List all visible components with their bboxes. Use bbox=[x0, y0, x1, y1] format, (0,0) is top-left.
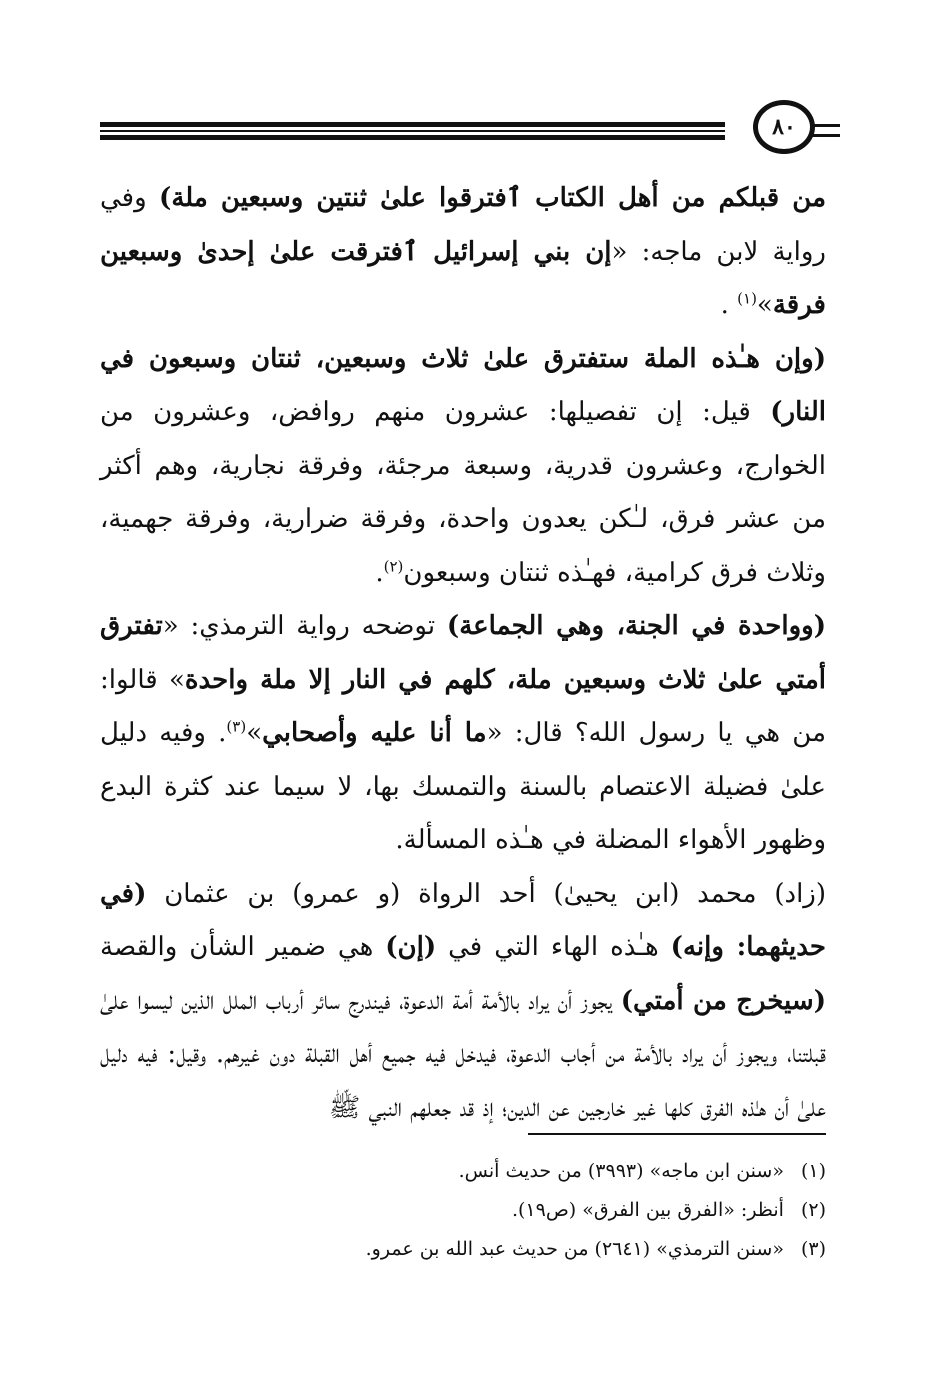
header-rule bbox=[100, 135, 725, 140]
footnote-ref: (١) bbox=[737, 289, 757, 308]
bold-text: (إن) bbox=[385, 932, 437, 962]
footnote-number: (٣) bbox=[800, 1238, 826, 1260]
page-number-text: ٨٠ bbox=[772, 114, 796, 140]
footnote bbox=[100, 1152, 826, 1191]
page-number bbox=[753, 100, 815, 154]
main-text bbox=[100, 172, 826, 1135]
footnote-ref: (٢) bbox=[383, 556, 404, 575]
footnote-number: (٢) bbox=[800, 1199, 826, 1221]
bold-text: من قبلكم من أهل الكتاب ٱفترقوا علىٰ ثنتين وسبعين ملة) bbox=[159, 183, 827, 213]
text-segment: (زاد) محمد (ابن يحيىٰ) أحد الرواة (و عمرو) بن عثمان bbox=[146, 878, 826, 909]
bold-text: (وإن هـٰذه الملة ستفترق علىٰ ثلاث وسبعين، ثنتان وسبعون في النار) bbox=[100, 343, 826, 427]
text-segment: » bbox=[246, 718, 263, 748]
text-segment: . bbox=[720, 290, 738, 320]
paragraph bbox=[100, 333, 826, 601]
bold-text: تفترق أمتي علىٰ ثلاث وسبعين ملة، كلهم في النار إلا ملة واحدة bbox=[100, 611, 826, 695]
text-segment: . وفيه دليل علىٰ فضيلة الاعتصام بالسنة والتمسك بها، لا سيما عند كثرة البدع وظهور الأهواء المضلة في هـٰذه المسألة. bbox=[100, 718, 826, 855]
text-segment: . bbox=[375, 557, 384, 588]
header-rule bbox=[100, 130, 725, 132]
footnote-ref: (٣) bbox=[226, 717, 247, 736]
footnote-text: «سنن ابن ماجه» (٣٩٩٣) من حديث أنس. bbox=[458, 1160, 784, 1182]
text-segment: » قالوا: من هي يا رسول الله؟ قال: « bbox=[100, 664, 826, 748]
text-segment: » bbox=[756, 290, 773, 320]
bold-text: (سيخرج من أمتي) bbox=[620, 985, 826, 1016]
footnote-separator bbox=[528, 1133, 826, 1135]
text-segment: يجوز أن يراد بالأمة أمة الدعوة، فيندرج سائر أرباب الملل الذين ليسوا علىٰ قبلتنا، ويجوز أن يراد بالأمة من أجاب الدعوة، فيدخل فيه جميع أهل القبلة دون غيرهم. وقيل: فيه دليل علىٰ أن هـٰذه الفرق كلها غير خارجين عن الدين؛ إذ قد جعلهم النبي ﷺ bbox=[100, 985, 826, 1123]
bold-text: ما أنا عليه وأصحابي bbox=[262, 718, 487, 748]
bold-text: (في حديثهما: وإنه) bbox=[100, 878, 826, 962]
footnote bbox=[100, 1230, 826, 1269]
text-segment: قيل: إن تفصيلها: عشرون منهم روافض، وعشرون من الخوارج، وعشرون قدرية، وسبعة مرجئة، وفرقة نجارية، وهم أكثر من عشر فرق، لـٰكن يعدون واحدة، وفرقة ضرارية، وفرقة جهمية، وثلاث فرق كرامية، فهـٰذه ثنتان وسبعون bbox=[100, 397, 826, 588]
paragraph bbox=[100, 600, 826, 868]
paragraph bbox=[100, 172, 826, 333]
header-rule bbox=[100, 122, 725, 127]
text-segment: هـٰذه الهاء التي في bbox=[436, 932, 671, 962]
text-segment: وفي رواية لابن ماجه: « bbox=[100, 183, 826, 267]
text-segment: توضحه رواية الترمذي: « bbox=[162, 611, 447, 641]
footnote bbox=[100, 1191, 826, 1230]
page-header bbox=[100, 100, 840, 170]
footnote-text: «سنن الترمذي» (٢٦٤١) من حديث عبد الله بن عمرو. bbox=[365, 1238, 784, 1260]
paragraph bbox=[100, 868, 826, 1136]
text-segment: هي ضمير الشأن والقصة bbox=[100, 932, 386, 962]
footnote-number: (١) bbox=[800, 1160, 826, 1182]
footnote-text: أنظر: «الفرق بين الفرق» (ص١٩). bbox=[511, 1199, 784, 1221]
bold-text: إن بني إسرائيل ٱفترقت علىٰ إحدىٰ وسبعين فرقة bbox=[100, 236, 826, 320]
header-rule-right bbox=[810, 134, 840, 137]
footnotes bbox=[100, 1152, 826, 1269]
bold-text: (وواحدة في الجنة، وهي الجماعة) bbox=[446, 611, 827, 641]
